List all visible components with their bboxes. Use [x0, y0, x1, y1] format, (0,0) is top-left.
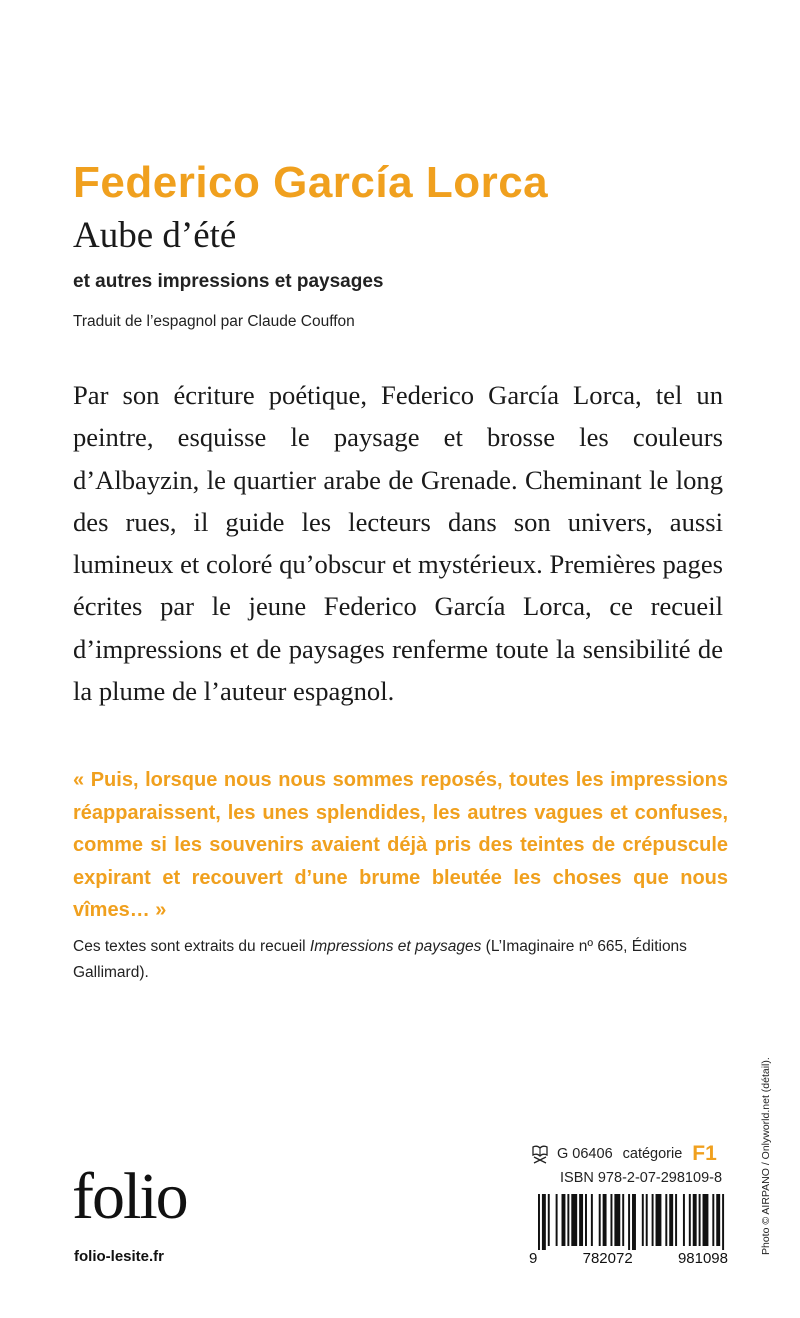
barcode-bar: [599, 1194, 601, 1246]
publisher-website: folio-lesite.fr: [74, 1248, 165, 1265]
blurb-text: Par son écriture poétique, Federico García Lorca, tel un peintre, esquisse le paysage et brosse les couleurs d’Albayzin, le quartier arabe de Grenade. Cheminant le long des rues, il guide les lecteurs dans son univers, aussi lumineux et coloré qu’obscur et mystérieux. Premières pages écrites par le jeune Federico García Lorca, ce recueil d’impressions et de paysages renferme toute la sensibilité de la plume de l’auteur espagnol.: [73, 380, 723, 707]
barcode-bar: [642, 1194, 644, 1246]
barcode-bar: [712, 1194, 714, 1246]
excerpt-quote: « Puis, lorsque nous nous sommes reposés, toutes les impressions réapparaissent, les unes splendides, les autres vagues et confuses, comme si les souvenirs avaient déjà pris des teintes de crépuscule expirant et recouvert d’une brume bleutée les choses que nous vîmes… »: [73, 769, 728, 921]
barcode-bar: [548, 1194, 550, 1246]
barcode-bar: [562, 1194, 566, 1246]
source-note-prefix: Ces textes sont extraits du recueil: [73, 938, 310, 955]
barcode-bar: [585, 1194, 587, 1246]
barcode-bar: [610, 1194, 612, 1246]
barcode-bar: [538, 1194, 540, 1250]
catalog-code: G 06406: [557, 1146, 613, 1162]
catalog-line: [529, 1142, 717, 1166]
barcode-bar: [652, 1194, 654, 1246]
barcode-bar: [665, 1194, 667, 1246]
source-note-suffix: (L’Imaginaire nº 665, Éditions Gallimard).: [73, 938, 687, 981]
barcode-bar: [579, 1194, 583, 1246]
barcode-bar: [646, 1194, 648, 1246]
book-subtitle: et autres impressions et paysages: [73, 271, 384, 292]
barcode-bar: [556, 1194, 558, 1246]
barcode-digit-group: 981098: [677, 1250, 728, 1267]
photo-credit: Photo © AIRPANO / Onlyworld.net (détail).: [760, 1057, 772, 1255]
barcode-bar: [632, 1194, 636, 1250]
barcode-digit-group: 782072: [582, 1250, 633, 1267]
barcode-bar: [693, 1194, 697, 1246]
barcode-bar: [628, 1194, 630, 1250]
barcode-digit-group: 9: [529, 1250, 538, 1267]
open-book-icon: [529, 1143, 551, 1165]
source-note: [73, 934, 733, 986]
barcode-bar: [567, 1194, 569, 1246]
barcode-bar: [683, 1194, 685, 1246]
barcode-bar: [699, 1194, 701, 1246]
barcode-bar: [571, 1194, 577, 1246]
barcode-bar: [591, 1194, 593, 1246]
barcode-bar: [675, 1194, 677, 1246]
barcode-bar: [622, 1194, 624, 1246]
source-work-title: Impressions et paysages: [309, 938, 482, 955]
barcode-bar: [603, 1194, 607, 1246]
barcode-bar: [656, 1194, 662, 1246]
category-label: catégorie: [622, 1146, 683, 1162]
barcode-bar: [689, 1194, 691, 1246]
author-name: Federico García Lorca: [73, 158, 549, 207]
barcode-bar: [703, 1194, 709, 1246]
barcode-bar: [716, 1194, 720, 1246]
book-title: Aube d’été: [73, 215, 237, 256]
barcode-bar: [614, 1194, 620, 1246]
barcode-bar: [669, 1194, 673, 1246]
barcode-bar: [542, 1194, 546, 1250]
category-value: F1: [692, 1142, 717, 1165]
barcode-digits: [529, 1250, 728, 1267]
barcode: [538, 1194, 728, 1250]
isbn-number: ISBN 978-2-07-298109-8: [560, 1170, 723, 1186]
barcode-bar: [722, 1194, 724, 1250]
folio-logo: folio: [72, 1160, 187, 1233]
translator-credit: Traduit de l’espagnol par Claude Couffon: [73, 313, 355, 330]
